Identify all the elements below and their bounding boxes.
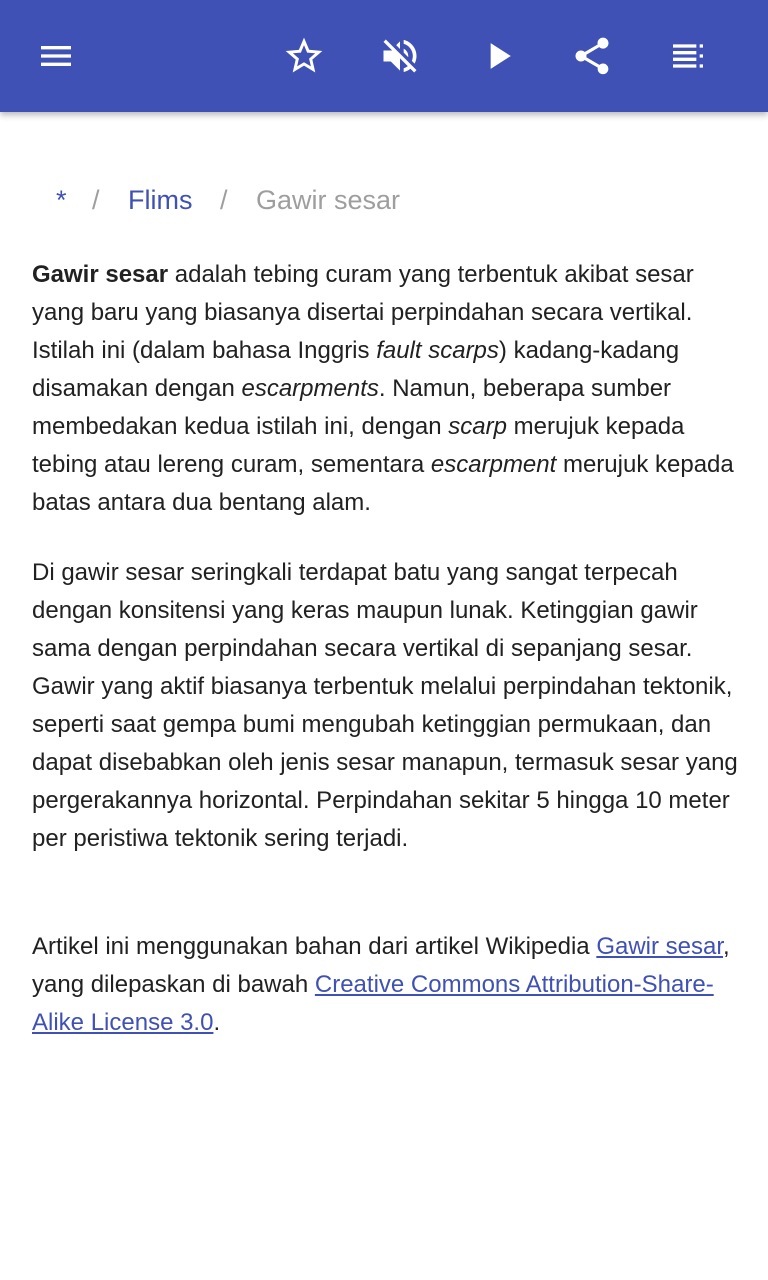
playlist-icon[interactable] [660,28,716,84]
breadcrumb-home-link[interactable]: * [56,185,67,215]
article-italic-term: escarpments [241,375,379,402]
wikipedia-article-link[interactable]: Gawir sesar [596,933,724,960]
app-toolbar [0,0,768,112]
attribution-text: . [213,1009,221,1036]
play-icon[interactable] [470,28,526,84]
article-text: merujuk kepada batas antara dua bentang alam. [32,451,734,516]
attribution-paragraph [32,928,740,1042]
menu-icon[interactable] [28,28,84,84]
article-term: Gawir sesar [32,261,169,288]
article-content [0,112,768,1280]
article-text: . Namun, beberapa sumber membedakan kedua istilah ini, dengan [32,375,672,440]
star-outline-icon[interactable] [276,28,332,84]
article-text: adalah tebing curam yang terbentuk akibat sesar yang baru yang biasanya disertai perpindahan secara vertikal. Istilah ini (dalam bahasa Inggris [32,261,694,364]
volume-off-icon[interactable] [372,28,428,84]
article-text: ) kadang-kadang disamakan dengan [32,337,680,402]
article-paragraph: Di gawir sesar seringkali terdapat batu yang sangat terpecah dengan konsitensi yang keras maupun lunak. Ketinggian gawir sama dengan perpindahan secara vertikal di sepanjang sesar. Gawir yang aktif biasanya terbentuk melalui perpindahan tektonik, seperti saat gempa bumi mengubah ketinggian permukaan, dan dapat disebabkan oleh jenis sesar manapun, termasuk sesar yang pergerakannya horizontal. Perpindahan sekitar 5 hingga 10 meter per peristiwa tektonik sering terjadi. [32,559,738,852]
article-paragraph [32,256,740,522]
article-italic-term: fault scarps [376,337,499,364]
breadcrumb-category-link[interactable]: Flims [128,185,193,215]
article-body [32,256,740,1042]
breadcrumb-separator: / [220,185,228,215]
attribution-text: Artikel ini menggunakan bahan dari artikel Wikipedia [32,933,597,960]
attribution-text: , yang dilepaskan di bawah [32,933,730,998]
article-text: merujuk kepada tebing atau lereng curam, sementara [32,413,685,478]
breadcrumb-separator: / [92,185,100,215]
article-italic-term: escarpment [430,451,557,478]
article-italic-term: scarp [448,413,507,440]
breadcrumb-current: Gawir sesar [256,185,401,215]
share-icon[interactable] [564,28,620,84]
breadcrumb [0,182,768,218]
license-link[interactable]: Creative Commons Attribution-Share-Alike License 3.0 [32,971,714,1036]
